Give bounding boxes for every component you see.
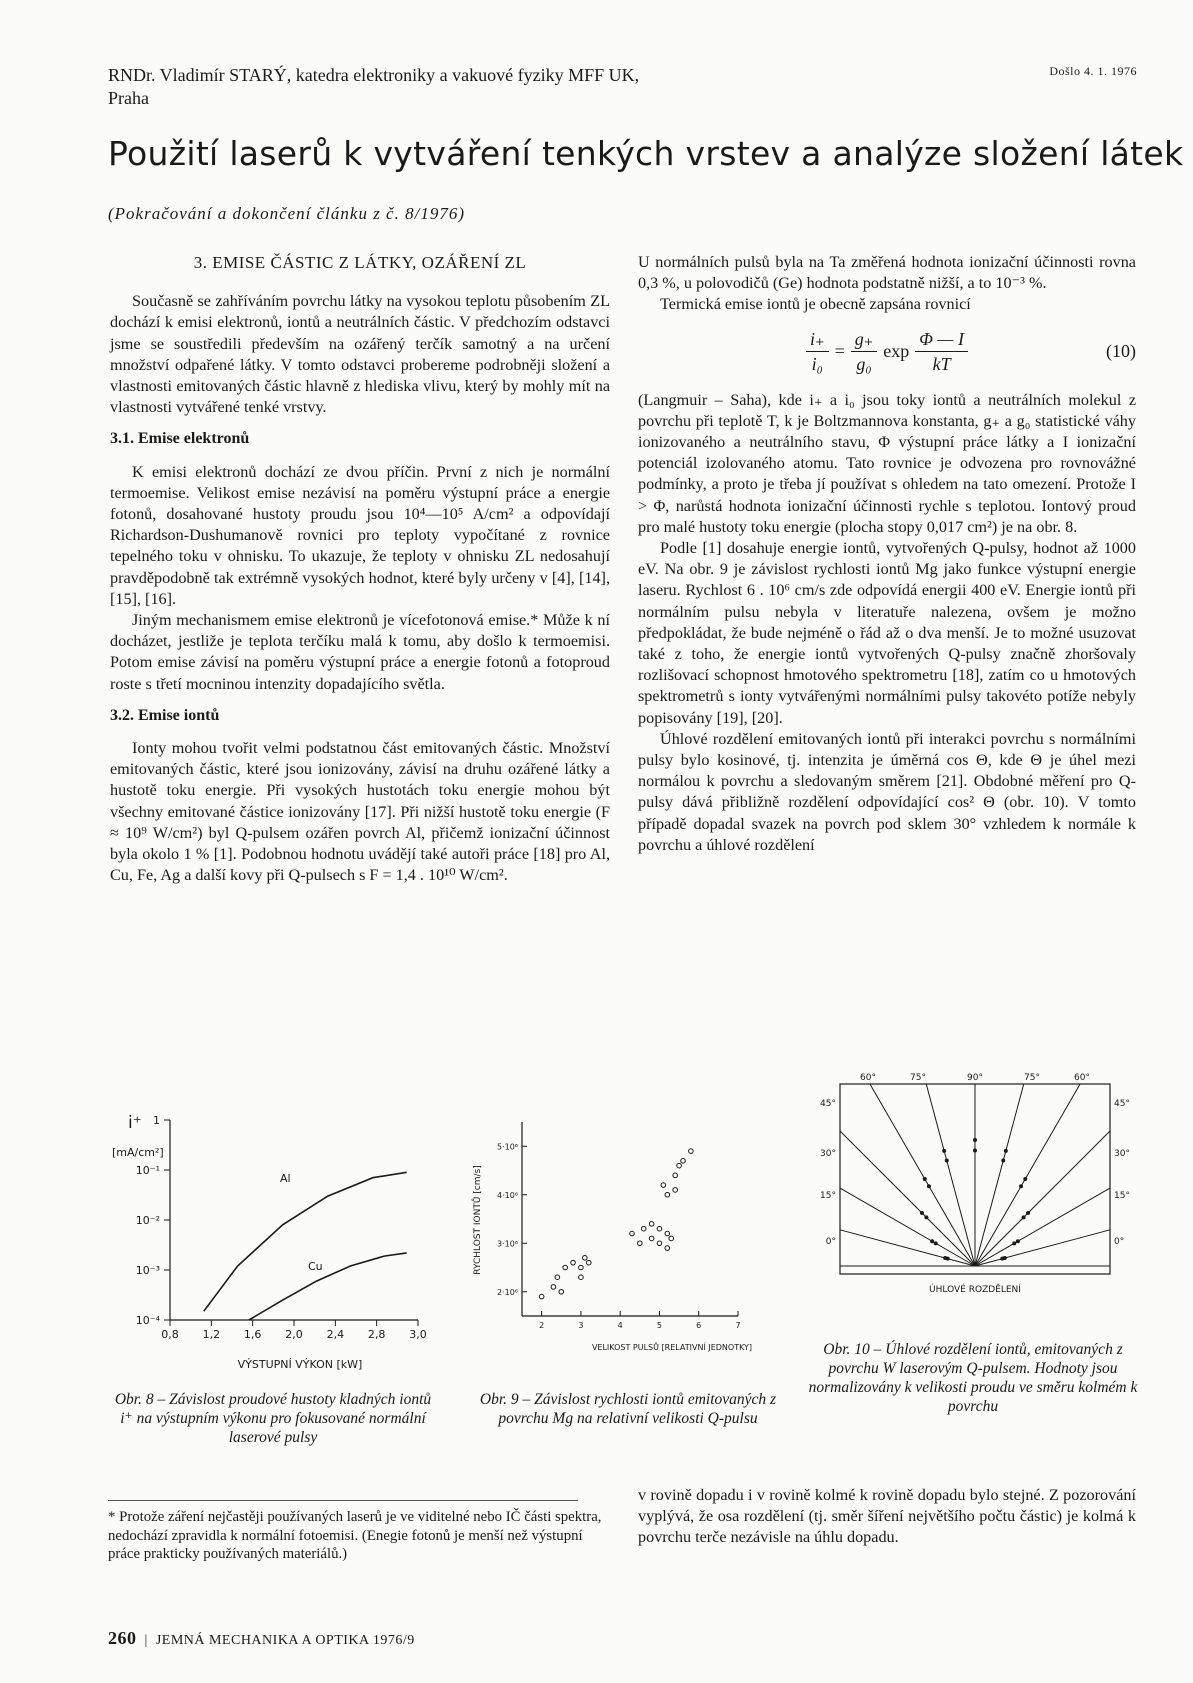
fig8-xtick-label: 2,4	[326, 1328, 345, 1341]
page-footer	[108, 1628, 415, 1649]
section-3-1-heading: 3.1. Emise elektronů	[110, 430, 250, 448]
eq-exp-den: kT	[932, 354, 951, 375]
fig9-point	[657, 1241, 662, 1246]
page-number: 260	[108, 1628, 137, 1648]
fig9-point	[649, 1222, 654, 1227]
right-tail-paragraph: v rovině dopadu i v rovině kolmé k rovině dopadu bylo stejné. Z pozorování vyplývá, že osa rozdělení (tj. směr šíření největšího počtu částic) je kolmá k povrchu terče nezávisle na úhlu dopadu.	[638, 1486, 1136, 1547]
fig9-point	[649, 1236, 654, 1241]
section-3-1-paragraph-2: Jiným mechanismem emise elektronů je vícefotonová emise.* Může k ní docházet, jestliže je teplota terčíku malá k tomu, aby došlo k termoemisi. Potom emise závisí na poměru výstupní práce a energie fotonů a fotoproud roste s třetí mocninou intenzity dopadajícího světla.	[110, 611, 610, 693]
section-3-1-paragraph-1: K emisi elektronů dochází ze dvou příčin. První z nich je normální termoemise. Velikost emise nezávisí na poměru výstupní práce a energie fotonů, dosahované hustoty proudu jsou 10⁴—10⁵ A/cm² a odpovídají Richardson-Dushumanově rovnici pro teploty vypočítané z rovnice tepelného toku v ohnisku. To ukazuje, že teploty v ohnisku ZL nedosahují pravděpodobně tak extrémně vysokých hodnot, které byly určeny v [4], [14], [15], [16].	[110, 462, 610, 608]
fig9-xtick-label: 3	[578, 1321, 584, 1330]
fig8-ytick-label: 10⁻⁴	[135, 1314, 160, 1327]
article-subtitle: (Pokračování a dokončení článku z č. 8/1976)	[108, 204, 465, 223]
fig10-point	[923, 1177, 927, 1181]
fig10-point	[945, 1158, 949, 1162]
fig10-point	[973, 1138, 977, 1142]
fig9-ytick-label: 2·10⁶	[496, 1287, 518, 1297]
fig10-side-label-right: 15°	[1114, 1191, 1130, 1201]
footnote-text: * Protože záření nejčastěji používaných laserů je ve viditelné nebo IČ části spektra, nedochází zpravidla k normální fotoemisi. (Enegie fotonů je menší než výstupní práce prakticky používaných materiálů.)	[108, 1509, 602, 1562]
fig10-label: ÚHLOVÉ ROZDĚLENÍ	[929, 1285, 1021, 1295]
fig10-ray	[975, 1084, 1024, 1266]
fig9-point	[657, 1226, 662, 1231]
fig9-point	[677, 1163, 682, 1168]
fig10-side-label-left: 15°	[820, 1191, 836, 1201]
fig9-point	[539, 1294, 544, 1299]
fig9-point	[630, 1231, 635, 1236]
figure-10-chart	[810, 1070, 1140, 1310]
right-paragraph-1: U normálních pulsů byla na Ta změřená hodnota ionizační účinnosti rovna 0,3 %, u polovodičů (Ge) hodnota podstatně nižší, a to 10⁻³ %.	[638, 253, 1136, 293]
fig8-ytick-label: 10⁻³	[135, 1264, 160, 1277]
fig10-top-label: 60°	[860, 1073, 876, 1083]
eq-rhs-den: g₀	[856, 354, 872, 375]
fig9-points	[539, 1149, 693, 1299]
fig9-xtick-label: 6	[696, 1321, 702, 1330]
fig10-point	[920, 1211, 924, 1215]
fig9-point	[673, 1188, 678, 1193]
fig10-point	[927, 1184, 931, 1188]
fig10-point	[1004, 1149, 1008, 1153]
fig9-xtick-label: 7	[735, 1321, 741, 1330]
eq-lhs-num: i₊	[806, 327, 829, 352]
fig10-point	[1023, 1177, 1027, 1181]
fig8-ylabel-unit: [mA/cm²]	[112, 1146, 164, 1159]
fig9-point	[665, 1231, 670, 1236]
fig8-xtick-label: 2,8	[367, 1328, 386, 1341]
fig9-ylabel: RYCHLOST IONTŮ [cm/s]	[473, 1165, 483, 1275]
fig9-xtick-label: 2	[539, 1321, 545, 1330]
fig8-xlabel: VÝSTUPNÍ VÝKON [kW]	[237, 1358, 363, 1371]
eq-rhs	[851, 327, 878, 376]
fig10-top-label: 90°	[967, 1073, 983, 1083]
fig9-ytick-label: 4·10⁶	[496, 1190, 518, 1200]
footnote	[108, 1508, 616, 1564]
fig9-point	[638, 1241, 643, 1246]
figure-10-caption: Obr. 10 – Úhlové rozdělení iontů, emitovaných z povrchu W laserovým Q-pulsem. Hodnoty jsou normalizovány k velikosti proudu ve směru kolmém k povrchu	[808, 1341, 1138, 1415]
fig8-xtick-label: 2,0	[285, 1328, 303, 1341]
fig10-ray	[975, 1188, 1110, 1266]
fig10-ray	[926, 1084, 975, 1266]
fig10-point	[943, 1256, 947, 1260]
figure-8-chart	[108, 1106, 438, 1376]
fig10-point	[1012, 1241, 1016, 1245]
fig10-ray	[975, 1084, 1080, 1266]
fig9-point	[559, 1289, 564, 1294]
article-title: Použití laserů k vytváření tenkých vrstev a analýze složení látek	[108, 134, 1184, 173]
fig10-top-label: 60°	[1074, 1073, 1090, 1083]
fig9-point	[669, 1236, 674, 1241]
section-3-2-paragraph-1: Ionty mohou tvořit velmi podstatnou část emitovaných částic. Množství emitovaných částic, které jsou ionizovány, závisí na druhu ozářené látky a hustotě toku energie. Při vysokých hustotách toku energie mohou být všechny emitované částice ionizovány [17]. Při nižší hustotě toku energie (F ≈ 10⁹ W/cm²) byl Q-pulsem ozářen povrch Al, přičemž ionizační účinnost byla okolo 1 % [1]. Podobnou hodnotu uvádějí také autoři práce [18] pro Al, Cu, Fe, Ag a další kovy při Q-pulsech s F = 1,4 . 10¹⁰ W/cm².	[110, 739, 610, 885]
fig9-point	[665, 1246, 670, 1251]
fig10-side-label-right: 45°	[1114, 1099, 1130, 1109]
eq-exp-num: Φ — I	[915, 327, 968, 352]
fig9-point	[641, 1226, 646, 1231]
footnote-rule	[108, 1500, 578, 1501]
fig9-point	[579, 1265, 584, 1270]
right-paragraph-2: Termická emise iontů je obecně zapsána rovnicí	[660, 295, 971, 314]
fig10-side-label-left: 0°	[825, 1237, 836, 1247]
fig10-point	[1003, 1256, 1007, 1260]
eq-lhs-den: i₀	[811, 354, 823, 375]
fig9-point	[661, 1183, 666, 1188]
fig10-point	[934, 1241, 938, 1245]
fig9-xtick-label: 5	[656, 1321, 663, 1330]
fig8-xticks	[161, 1320, 427, 1341]
fig10-point	[1001, 1158, 1005, 1162]
fig10-top-labels	[860, 1073, 1090, 1083]
fig10-ray	[975, 1131, 1110, 1266]
eq-rhs-num: g₊	[851, 327, 878, 352]
figure-8-caption: Obr. 8 – Závislost proudové hustoty kladných iontů i⁺ na výstupním výkonu pro fokusované normální laserové pulsy	[114, 1391, 432, 1446]
fig10-point	[942, 1149, 946, 1153]
fig8-label-al: Al	[280, 1172, 291, 1185]
fig10-point	[1016, 1239, 1020, 1243]
fig9-point	[555, 1275, 560, 1280]
fig8-ytick-label: 10⁻¹	[135, 1164, 160, 1177]
fig8-curve-cu	[249, 1253, 407, 1320]
fig9-point	[551, 1285, 556, 1290]
fig9-xticks	[539, 1311, 740, 1330]
fig10-ray	[975, 1230, 1110, 1266]
fig10-ray	[870, 1084, 975, 1266]
fig10-rays	[840, 1084, 1110, 1266]
fig8-ylabel-symbol: i⁺	[128, 1113, 142, 1133]
fig9-point	[583, 1256, 588, 1261]
fig10-point	[1026, 1211, 1030, 1215]
fig10-side-label-left: 30°	[820, 1149, 836, 1159]
footer-separator: |	[144, 1633, 148, 1648]
fig10-point	[930, 1239, 934, 1243]
fig10-point	[1019, 1184, 1023, 1188]
fig10-ray	[840, 1131, 975, 1266]
eq-exp: exp	[883, 341, 910, 361]
fig10-ray	[840, 1188, 975, 1266]
fig9-point	[563, 1265, 568, 1270]
fig9-point	[579, 1275, 584, 1280]
fig9-point	[689, 1149, 694, 1154]
fig9-point	[571, 1260, 576, 1265]
fig8-xtick-label: 1,2	[202, 1328, 221, 1341]
fig9-xlabel: VELIKOST PULSŮ [RELATIVNÍ JEDNOTKY]	[591, 1343, 753, 1352]
fig10-ray	[840, 1230, 975, 1266]
fig9-point	[665, 1192, 670, 1197]
fig9-ytick-label: 5·10⁶	[496, 1142, 518, 1152]
eq-equals: =	[834, 341, 845, 361]
right-paragraph-4: Podle [1] dosahuje energie iontů, vytvořených Q-pulsy, hodnot až 1000 eV. Na obr. 9 je závislost rychlosti iontů Mg jako funkce výstupní energie laseru. Rychlost 6 . 10⁶ cm/s zde odpovídá energii 400 eV. Energie iontů při normálním pulsu nebyla v literatuře nalezena, ovšem je možno předpokládat, že bude nejméně o řád až o dva menší. Je to možné usuzovat také z toho, že energie iontů vytvořených Q-pulsy značně zhoršovaly rozlišovací schopnost hmotového spektrometru [18], zatím co u hmotových spektrometrů s ionty vytvářenými normálními pulsy takovéto potíže nebyly popisovány [19], [20].	[638, 539, 1136, 727]
eq-exp-frac	[915, 327, 968, 376]
fig8-xtick-label: 1,6	[243, 1328, 262, 1341]
fig10-point	[973, 1149, 977, 1153]
author-line: RNDr. Vladimír STARÝ, katedra elektroniky a vakuové fyziky MFF UK, Praha	[108, 65, 640, 108]
figure-9-chart	[462, 1110, 792, 1360]
fig10-point	[1022, 1215, 1026, 1219]
equation-10	[638, 320, 1136, 384]
fig8-xtick-label: 3,0	[409, 1328, 427, 1341]
fig10-side-label-right: 0°	[1114, 1237, 1125, 1247]
left-column	[110, 252, 610, 886]
fig10-top-label: 75°	[910, 1073, 926, 1083]
right-column	[638, 252, 1136, 856]
eq-number: (10)	[1106, 341, 1136, 361]
fig10-side-label-left: 45°	[820, 1099, 836, 1109]
section-3-heading: 3. EMISE ČÁSTIC Z LÁTKY, OZÁŘENÍ ZL	[193, 253, 527, 272]
fig9-xtick-label: 4	[617, 1321, 623, 1330]
fig9-ytick-label: 3·10⁶	[496, 1239, 518, 1249]
fig8-xtick-label: 0,8	[161, 1328, 179, 1341]
received-date: Došlo 4. 1. 1976	[1049, 64, 1137, 78]
fig9-point	[681, 1159, 686, 1164]
fig9-point	[673, 1173, 678, 1178]
fig10-side-label-right: 30°	[1114, 1149, 1130, 1159]
fig8-ytick-label: 10⁻²	[135, 1214, 160, 1227]
fig10-top-label: 75°	[1024, 1073, 1040, 1083]
right-paragraph-3: (Langmuir – Saha), kde i₊ a i₀ jsou toky iontů a neutrálních molekul z povrchu při teplotě T, k je Boltzmannova konstanta, g₊ a g₀ statistické váhy ionizovaného a neutrálního stavu, Φ výstupní práce látky a I ionizační potenciál izolovaného atomu. Tato rovnice je odvozena pro rovnovážné podmínky, a proto je třeba jí používat s ohledem na tato omezení. Protože I > Φ, narůstá hodnota ionizační účinnosti rychle s teplotou. Iontový proud pro malé hustoty toku energie (plocha stopy 0,017 cm²) je na obr. 8.	[638, 390, 1136, 536]
fig8-ytick-label: 1	[153, 1114, 160, 1127]
section-3-paragraph: Současně se zahříváním povrchu látky na vysokou teplotu působením ZL dochází k emisi elektronů, iontů a neutrálních částic. V předchozím odstavci jsme se soustředili především na ozářený terčík samotný a na určení množství odpařené látky. V tomto odstavci probereme podrobněji složení a vlastnosti emitovaných částic hlavně z hlediska vlivu, který by mohly mít na vlastnosti vytvářené tenké vrstvy.	[110, 292, 610, 417]
journal-name: JEMNÁ MECHANIKA A OPTIKA 1976/9	[155, 1633, 415, 1648]
section-3-2-heading: 3.2. Emise iontů	[110, 706, 220, 724]
fig10-point	[924, 1215, 928, 1219]
figure-9-caption: Obr. 9 – Závislost rychlosti iontů emitovaných z povrchu Mg na relativní velikosti Q-pulsu	[479, 1391, 777, 1427]
fig9-point	[586, 1260, 591, 1265]
right-paragraph-5: Úhlové rozdělení emitovaných iontů při interakci povrchu s normálními pulsy bylo kosinové, tj. intenzita je úměrná cos Θ, kde Θ je úhel mezi normálou k povrchu a sledovaným směrem [21]. Obdobné měření pro Q-pulsy dává přibližně rozdělení odpovídající cos² Θ (obr. 10). V tomto případě dopadal svazek na povrch pod sklem 30° vzhledem k normále k povrchu a úhlové rozdělení	[638, 729, 1136, 854]
fig8-label-cu: Cu	[308, 1260, 323, 1273]
eq-lhs	[806, 327, 829, 376]
fig8-curve-al	[204, 1172, 407, 1311]
